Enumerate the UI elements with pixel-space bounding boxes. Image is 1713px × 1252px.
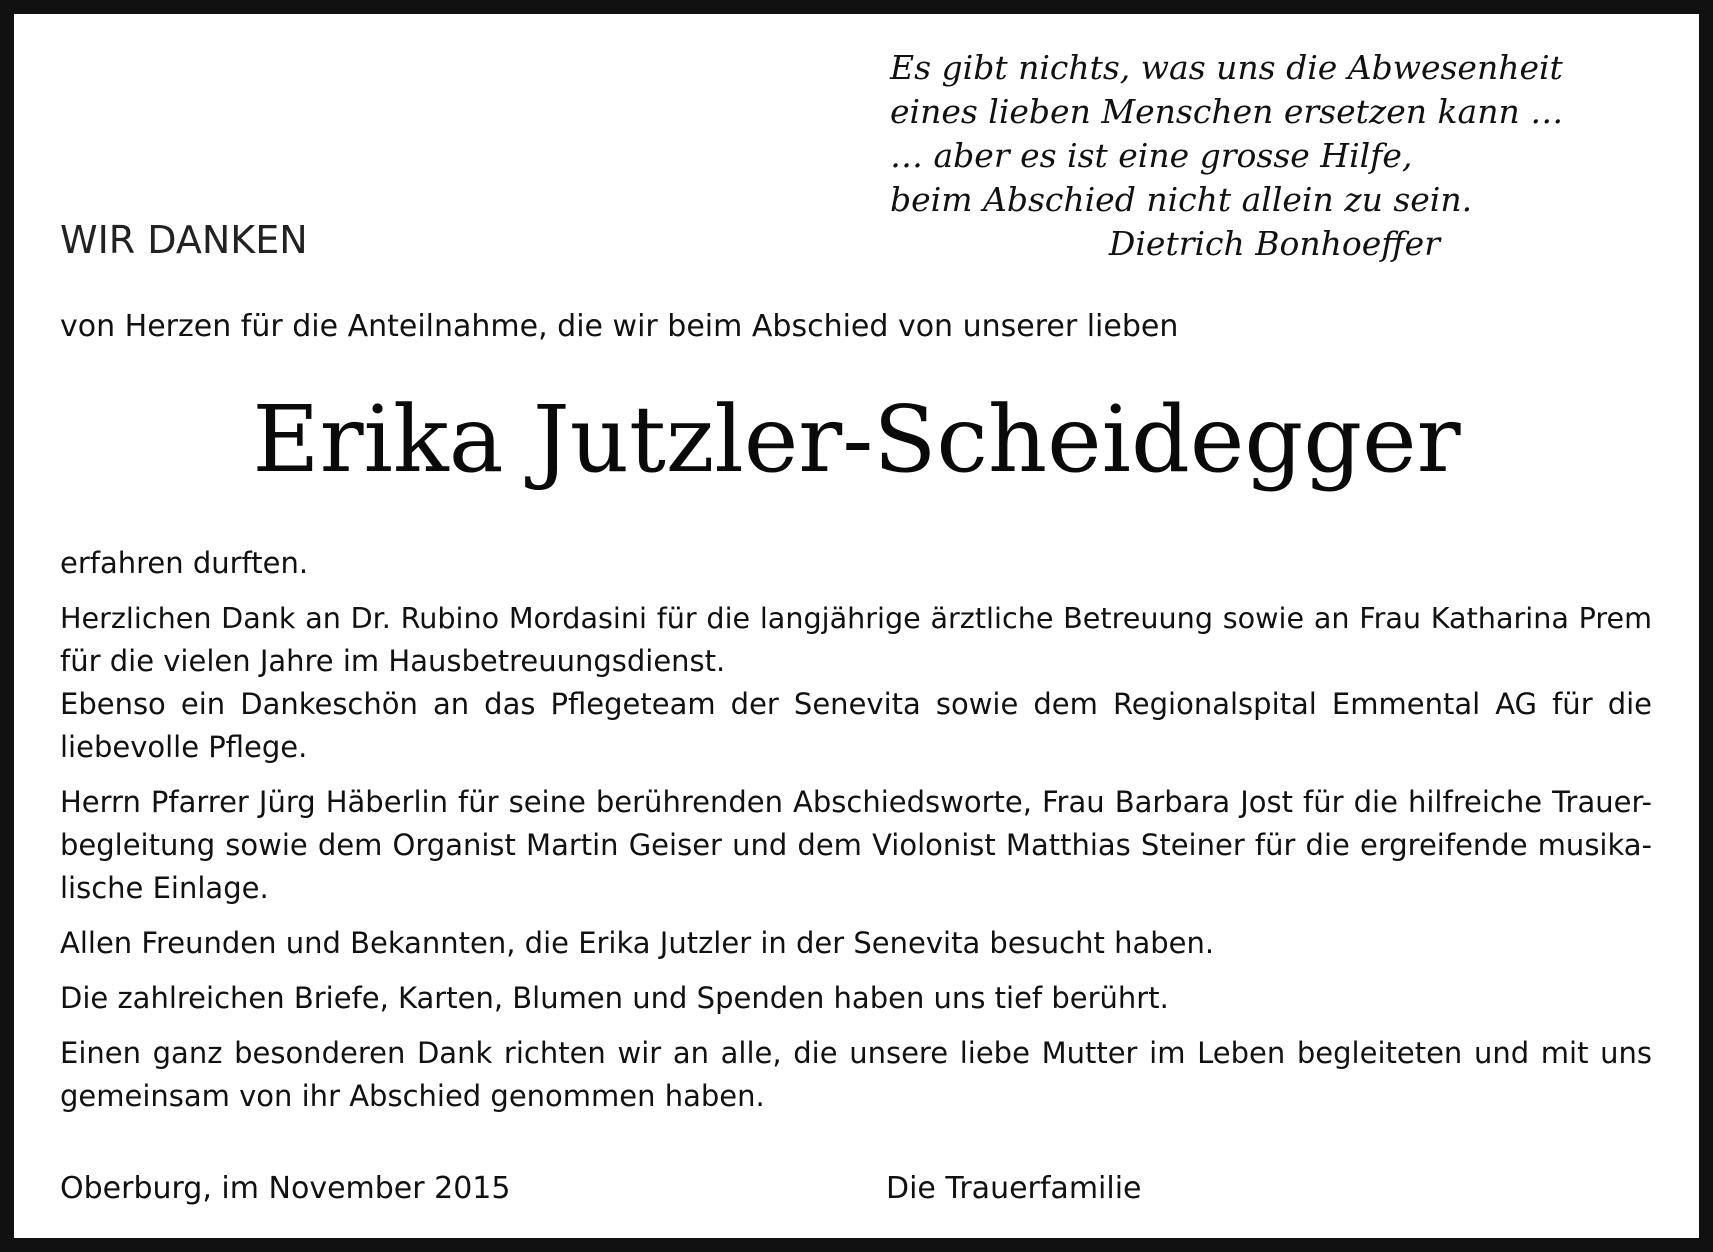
paragraph-line: liebevolle Pflege.	[60, 730, 308, 764]
signature: Die Trauerfamilie	[886, 1171, 1142, 1206]
paragraph	[60, 922, 1652, 965]
paragraph	[60, 977, 1652, 1020]
paragraph-line: Allen Freunden und Bekannten, die Erika Jutzler in der Senevita besucht haben.	[60, 926, 1215, 960]
paragraph-line: Herzlichen Dank an Dr. Rubino Mordasini für die langjährige ärztliche Betreuung sowie an Frau Katharina Prem	[60, 601, 1652, 635]
paragraph-line: Ebenso ein Dankeschön an das Pflegeteam der Senevita sowie dem Regionalspital Emmental AG für die	[60, 687, 1652, 721]
deceased-name	[0, 385, 1713, 495]
paragraph	[60, 542, 1652, 585]
page-heading: WIR DANKEN	[60, 218, 308, 262]
bonhoeffer-quote	[890, 46, 1563, 266]
paragraph-line: begleitung sowie dem Organist Martin Geiser und dem Violonist Matthias Steiner für die ergreifende musika-	[60, 828, 1652, 862]
place-date: Oberburg, im November 2015	[60, 1171, 511, 1206]
paragraph-line: erfahren durften.	[60, 546, 309, 580]
paragraph	[60, 1032, 1652, 1118]
quote-line: eines lieben Menschen ersetzen kann …	[890, 92, 1564, 131]
paragraph	[60, 597, 1652, 769]
paragraph-line: für die vielen Jahre im Hausbetreuungsdienst.	[60, 644, 726, 678]
quote-line: … aber es ist eine grosse Hilfe,	[890, 136, 1413, 175]
paragraph-line: gemeinsam von ihr Abschied genommen haben.	[60, 1079, 765, 1113]
quote-line: beim Abschied nicht allein zu sein.	[890, 180, 1473, 219]
paragraph	[60, 781, 1652, 910]
paragraph-line: Herrn Pfarrer Jürg Häberlin für seine berührenden Abschiedsworte, Frau Barbara Jost für die hilfreiche Trauer-	[60, 785, 1652, 819]
paragraph-line: lische Einlage.	[60, 871, 269, 905]
deceased-name-text: Erika Jutzler-Scheidegger	[252, 386, 1461, 493]
intro-text: von Herzen für die Anteilnahme, die wir beim Abschied von unserer lieben	[60, 309, 1179, 344]
thanks-body	[60, 542, 1652, 1130]
paragraph-line: Die zahlreichen Briefe, Karten, Blumen und Spenden haben uns tief berührt.	[60, 981, 1169, 1015]
quote-author: Dietrich Bonhoeffer	[1108, 224, 1440, 263]
quote-line: Es gibt nichts, was uns die Abwesenheit	[890, 48, 1563, 87]
paragraph-line: Einen ganz besonderen Dank richten wir an alle, die unsere liebe Mutter im Leben begleiteten und mit uns	[60, 1036, 1652, 1070]
